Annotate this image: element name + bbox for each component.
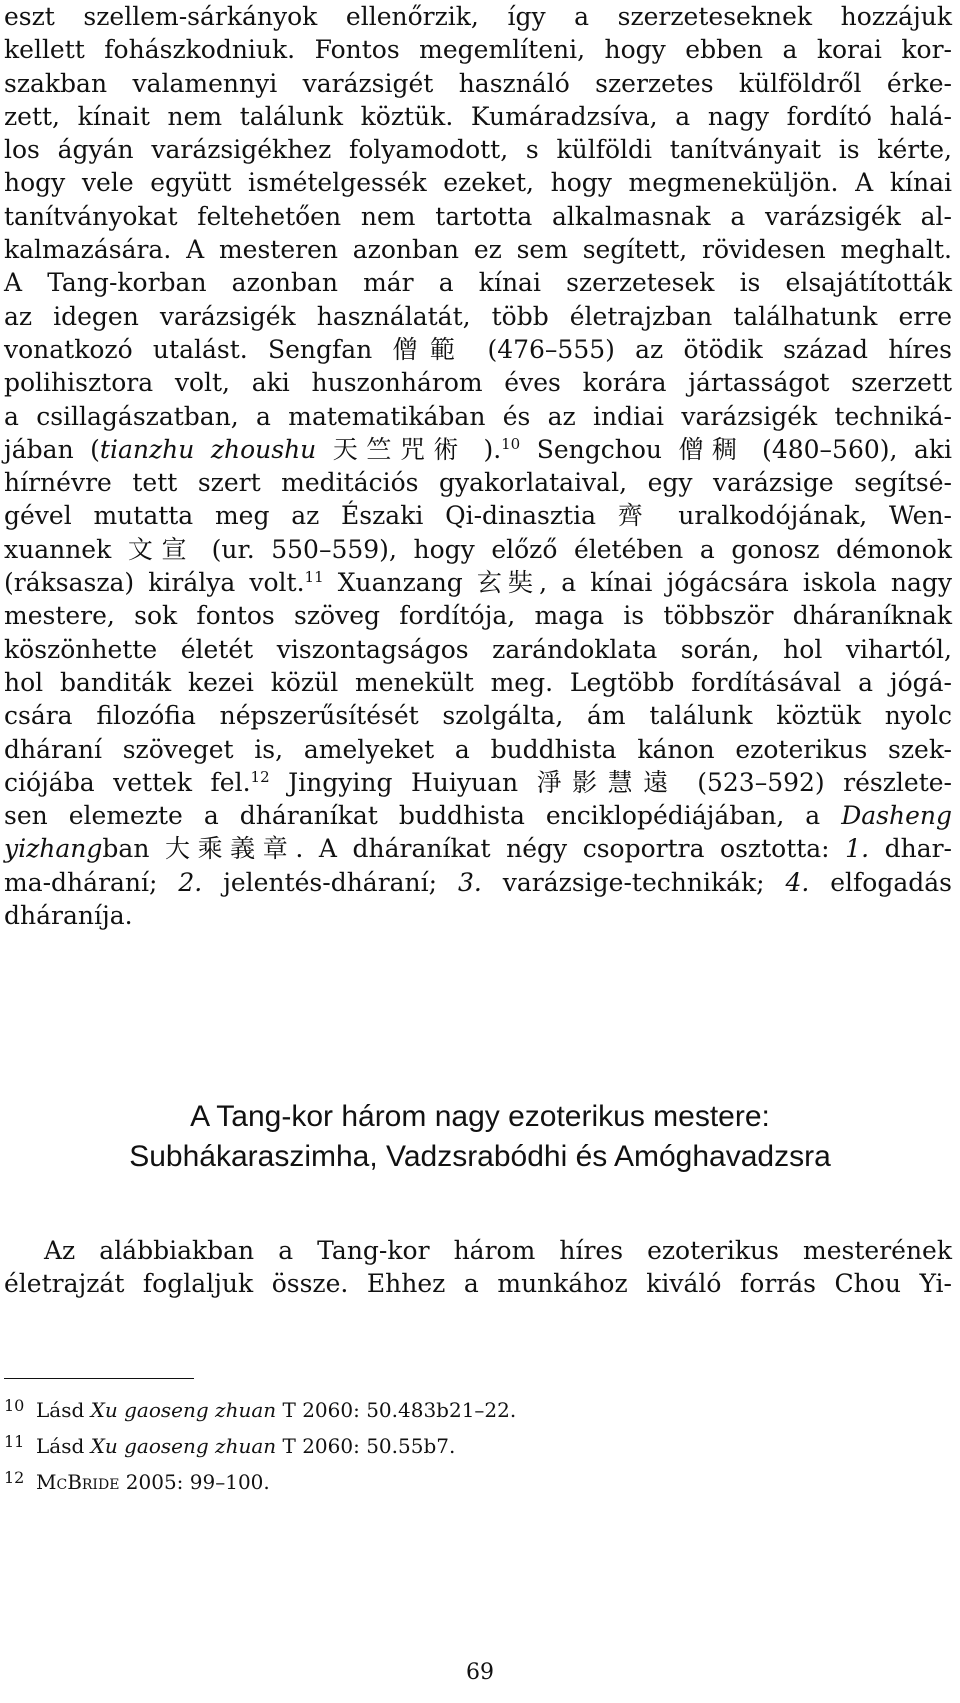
text-line: szakban valamennyi varázsigét használó szerzetes külföldről érke- bbox=[4, 68, 952, 98]
footnotes bbox=[4, 1390, 904, 1498]
text-line: xuannek 文宣 (ur. 550–559), hogy előző életében a gonosz démonok bbox=[4, 534, 952, 564]
text-line: az idegen varázsigék használatát, több életrajzban találhatunk erre bbox=[4, 301, 952, 331]
text-line: gével mutatta meg az Északi Qi-dinasztia 齊 uralkodójának, Wen- bbox=[4, 501, 952, 531]
text-line: kellett fohászkodniuk. Fontos megemlíteni, hogy ebben a korai kor- bbox=[4, 35, 952, 65]
footnote-ref-11: 11 bbox=[304, 568, 324, 587]
footnote-ref-10: 10 bbox=[501, 434, 521, 453]
text-line: dháraníja. bbox=[4, 901, 133, 931]
text-line: ciójába vettek fel.$^{12}$ Jingying Huiyuan 淨影慧遠 (523–592) részlete- bbox=[4, 767, 953, 797]
section-heading-line-2: Subhákaraszimha, Vadzsrabódhi és Amóghavadzsra bbox=[129, 1140, 831, 1173]
text-line: tanítványokat feltehetően nem tartotta alkalmasnak a varázsigék al- bbox=[4, 201, 952, 231]
text-line: a csillagászatban, a matematikában és az indiai varázsigék techniká- bbox=[4, 401, 952, 431]
text-line: yizhangban 大乘義章. A dháraníkat négy csoportra osztotta: 1. dhar- bbox=[4, 834, 952, 864]
section-heading bbox=[0, 1097, 960, 1177]
page-number: 69 bbox=[466, 1660, 494, 1685]
body-paragraph-1 bbox=[4, 0, 952, 932]
text-line: sen elemezte a dháraníkat buddhista enciklopédiájában, a Dasheng bbox=[4, 801, 952, 831]
footnote-11: 11 Lásd Xu gaoseng zhuan T 2060: 50.55b7. bbox=[4, 1432, 456, 1458]
text-line: A Tang-korban azonban már a kínai szerzetesek is elsajátították bbox=[4, 268, 952, 298]
text-line: hírnévre tett szert meditációs gyakorlataival, egy varázsige segítsé- bbox=[4, 468, 952, 498]
text-line: los ágyán varázsigékhez folyamodott, s külföldi tanítványait is kérte, bbox=[4, 135, 952, 165]
section-heading-line-1: A Tang-kor három nagy ezoterikus mestere: bbox=[190, 1100, 770, 1133]
text-line: Az alábbiakban a Tang-kor három híres ezoterikus mesterének bbox=[44, 1236, 952, 1265]
footnote-12: 12 McBride 2005: 99–100. bbox=[4, 1468, 270, 1494]
footnote-ref-12: 12 bbox=[250, 767, 270, 786]
text-line: jában (tianzhu zhoushu 天竺咒術 ).$^{10}$ Sengchou 僧稠 (480–560), aki bbox=[4, 434, 952, 464]
text-line: dháraní szöveget is, amelyeket a buddhista kánon ezoterikus szek- bbox=[4, 734, 952, 764]
footnote-10: 10 Lásd Xu gaoseng zhuan T 2060: 50.483b21–22. bbox=[4, 1396, 517, 1422]
body-paragraph-2 bbox=[4, 1234, 952, 1301]
footnote-separator bbox=[4, 1378, 194, 1379]
text-line: hogy vele együtt ismételgessék ezeket, hogy megmeneküljön. A kínai bbox=[4, 168, 952, 198]
text-line: polihisztora volt, aki huszonhárom éves korára jártasságot szerzett bbox=[4, 368, 952, 398]
text-line: (ráksasza) királya volt.$^{11}$ Xuanzang 玄奘, a kínai jógácsára iskola nagy bbox=[4, 568, 953, 598]
text-line: ma-dháraní; 2. jelentés-dháraní; 3. varázsige-technikák; 4. elfogadás bbox=[4, 867, 952, 897]
text-line: hol banditák kezei közül menekült meg. Legtöbb fordításával a jógá- bbox=[4, 667, 952, 697]
text-line: köszönhette életét viszontagságos zarándoklata során, hol vihartól, bbox=[4, 634, 952, 664]
text-line: zett, kínait nem találunk köztük. Kumáradzsíva, a nagy fordító halá- bbox=[4, 101, 952, 131]
text-line: mestere, sok fontos szöveg fordítója, maga is többször dháraníknak bbox=[4, 601, 952, 631]
text-line: életrajzát foglaljuk össze. Ehhez a munkához kiváló forrás Chou Yi- bbox=[4, 1269, 952, 1299]
text-line: csára filozófia népszerűsítését szolgálta, ám találunk köztük nyolc bbox=[4, 701, 952, 731]
text-line: kalmazására. A mesteren azonban ez sem segített, rövidesen meghalt. bbox=[4, 235, 952, 265]
text-line: vonatkozó utalást. Sengfan 僧範 (476–555) az ötödik század híres bbox=[4, 334, 952, 364]
text-line: eszt szellem-sárkányok ellenőrzik, így a szerzeteseknek hozzájuk bbox=[4, 2, 952, 31]
